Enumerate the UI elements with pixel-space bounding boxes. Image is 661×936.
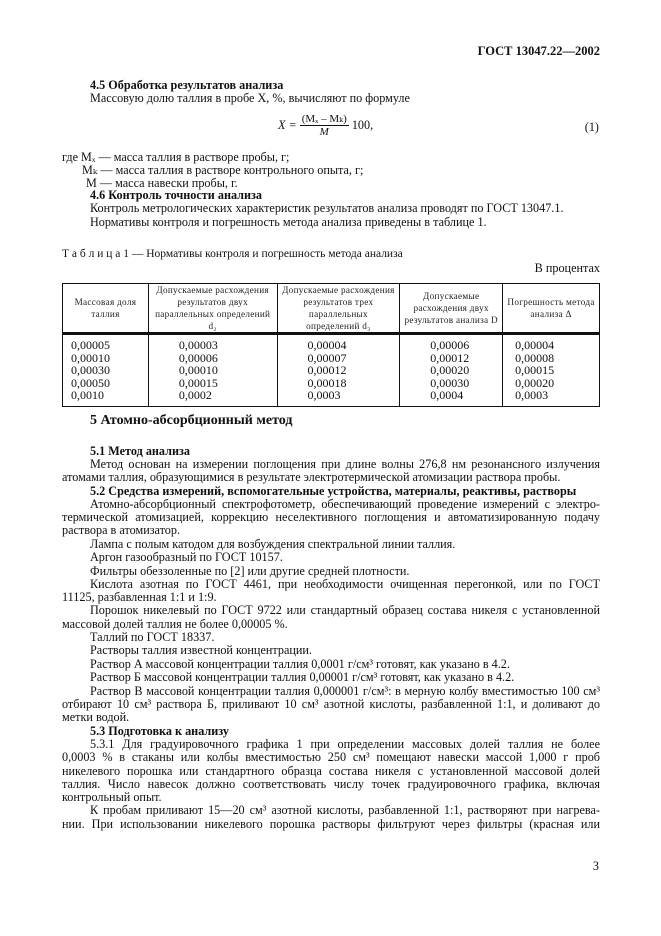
table-cell: 0,0003 [515,388,549,403]
table-cell: 0,0010 [71,388,104,403]
table-cell: 0,00008 [515,350,555,365]
table-cell: 0,00004 [515,338,555,352]
column-header: Допускаемые расхождения результатов трех параллельных определений d₃ [277,284,400,334]
table-cell: 0,00010 [178,363,218,378]
section-4-5-intro: Массовую долю таллия в пробе X, %, вычисляют по формуле [90,91,410,105]
table-cell: 0,00015 [178,375,218,390]
table-cell: 0,00006 [178,350,218,365]
formula-lhs: X = [278,117,297,132]
where-line: Mₖ — масса таллия в растворе контрольного опыта, г; [82,163,364,177]
table-cell: 0,00005 [71,338,110,352]
table-cell: 0,00007 [307,350,347,365]
table-caption: Т а б л и ц а 1 — Нормативы контроля и погрешность метода анализа [62,248,403,260]
norms-table [62,283,600,407]
paragraph-line: метки водой. [62,710,130,724]
formula-tail: 100, [351,117,374,132]
equation-number: (1) [584,120,599,134]
paragraph-line: раствора в атомизатор. [62,523,181,537]
column-header: Допускаемые расхождения двух результатов анализа D [400,284,503,334]
table-cell: 0,00018 [307,375,347,390]
paragraph-line: Аргон газообразный по ГОСТ 10157. [90,550,283,564]
table-cell: 0,00030 [430,375,470,390]
paragraph-line: таллия. Число навесок должно соответствовать числу точек градуировочного графика, включая [62,778,600,791]
paragraph-line: Кислота азотная по ГОСТ 4461, при необходимости очищенная перегонкой, или по ГОСТ [90,578,600,591]
paragraph-line: атомами таллия, образующимися в результате электротермической атомизации раствора пробы. [62,470,561,484]
table-cell: 0,00015 [515,363,555,378]
page-number: 3 [592,859,599,873]
table-cell: 0,00050 [71,375,110,390]
paragraph-line: Контроль метрологических характеристик результатов анализа проводят по ГОСТ 13047.1. [90,201,564,215]
paragraph-line: отбирают 10 см³ раствора Б, приливают 10 см³ азотной кислоты, разбавленной 1:1, и доливают до [62,698,600,711]
table-cell-column [277,334,400,407]
table-cell: 0,00006 [430,338,470,352]
paragraph-line: 0,0003 % в стаканы или колбы вместимостью 250 см³ помещают навески массой 1,000 г проб [62,751,600,764]
table-cell: 0,00010 [71,350,110,365]
table-header-row [63,284,600,334]
paragraph-line: нии. При использовании никелевого порошка растворы фильтруют через фильтры (красная или [62,818,600,831]
table-cell: 0,00012 [430,350,470,365]
paragraph-line: К пробам приливают 15—20 см³ азотной кислоты, разбавленной 1:1, растворяют при нагрева- [90,804,600,817]
table-cell-column [148,334,277,407]
section-5-title: 5 Атомно-абсорбционный метод [90,413,293,428]
formula-denominator: M [319,126,329,138]
paragraph-line: контрольный опыт. [62,790,162,804]
table-cell-column [63,334,149,407]
paragraph-line: Раствор А массовой концентрации таллия 0,0001 г/см³ готовят, как указано в 4.2. [90,657,510,671]
paragraph-line: Растворы таллия известной концентрации. [90,643,312,657]
formula-numerator: (Mₓ – Mₖ) [301,113,347,125]
table-cell: 0,0003 [307,388,341,403]
column-header: Допускаемые расхождения результатов двух параллельных определений d₂ [148,284,277,334]
where-line: где Mₓ — масса таллия в растворе пробы, г; [62,150,290,164]
section-4-6-title: 4.6 Контроль точности анализа [90,188,263,202]
table-cell: 0,00004 [307,338,347,352]
paragraph-line: 5.3.1 Для градуировочного графика 1 при определении массовых долей таллия не более [90,738,600,751]
paragraph-line: Лампа с полым катодом для возбуждения спектральной линии таллия. [90,537,456,551]
table-cell: 0,00012 [307,363,347,378]
paragraph-line: Таллий по ГОСТ 18337. [90,630,215,644]
table-cell-column [503,334,600,407]
paragraph-line: 11125, разбавленная 1:1 и 1:9. [62,590,217,604]
paragraph-line: термической атомизацией, коррекцию неселективного поглощения и автоматизированную подачу [62,511,600,524]
paragraph-line: Раствор В массовой концентрации таллия 0,000001 г/см³: в мерную колбу вместимостью 100 см³ [90,685,600,698]
where-line: M — масса навески пробы, г. [86,176,238,190]
formula-fraction [300,112,349,138]
table-cell: 0,00020 [430,363,470,378]
table-cell: 0,00030 [71,363,110,378]
table-cell: 0,00020 [515,375,555,390]
paragraph-line: массовой долей таллия не более 0,00005 %. [62,617,288,631]
paragraph-line: Атомно-абсорбционный спектрофотометр, обеспечивающий проведение измерений с электро- [90,498,600,511]
paragraph-line: Порошок никелевый по ГОСТ 9722 или стандартный образец состава никеля с установленной [90,604,600,617]
subsection-title: 5.2 Средства измерений, вспомогательные устройства, материалы, реактивы, растворы [90,484,577,498]
paragraph-line: никелевого порошка или стандартного образца состава никеля с установленной массовой долей [62,765,600,778]
document-header: ГОСТ 13047.22—2002 [477,44,600,58]
table-cell-column [400,334,503,407]
paragraph-line: Раствор Б массовой концентрации таллия 0,00001 г/см³ готовят, как указано в 4.2. [90,670,515,684]
section-4-5-title: 4.5 Обработка результатов анализа [90,78,284,92]
table-cell: 0,0004 [430,388,464,403]
table-row [63,334,600,407]
formula-1 [278,112,373,138]
table-cell: 0,00003 [178,338,218,352]
table-cell: 0,0002 [178,388,212,403]
paragraph-line: Нормативы контроля и погрешность метода анализа приведены в таблице 1. [90,215,487,229]
column-header: Массовая доля таллия [63,284,149,334]
table-units: В процентах [534,261,600,275]
column-header: Погрешность метода анализа Δ [503,284,600,334]
paragraph-line: Фильтры обеззоленные по [2] или другие средней плотности. [90,564,410,578]
subsection-title: 5.3 Подготовка к анализу [90,724,229,738]
subsection-title: 5.1 Метод анализа [90,444,190,458]
paragraph-line: Метод основан на измерении поглощения при длине волны 276,8 нм резонансного излучения [90,458,600,471]
